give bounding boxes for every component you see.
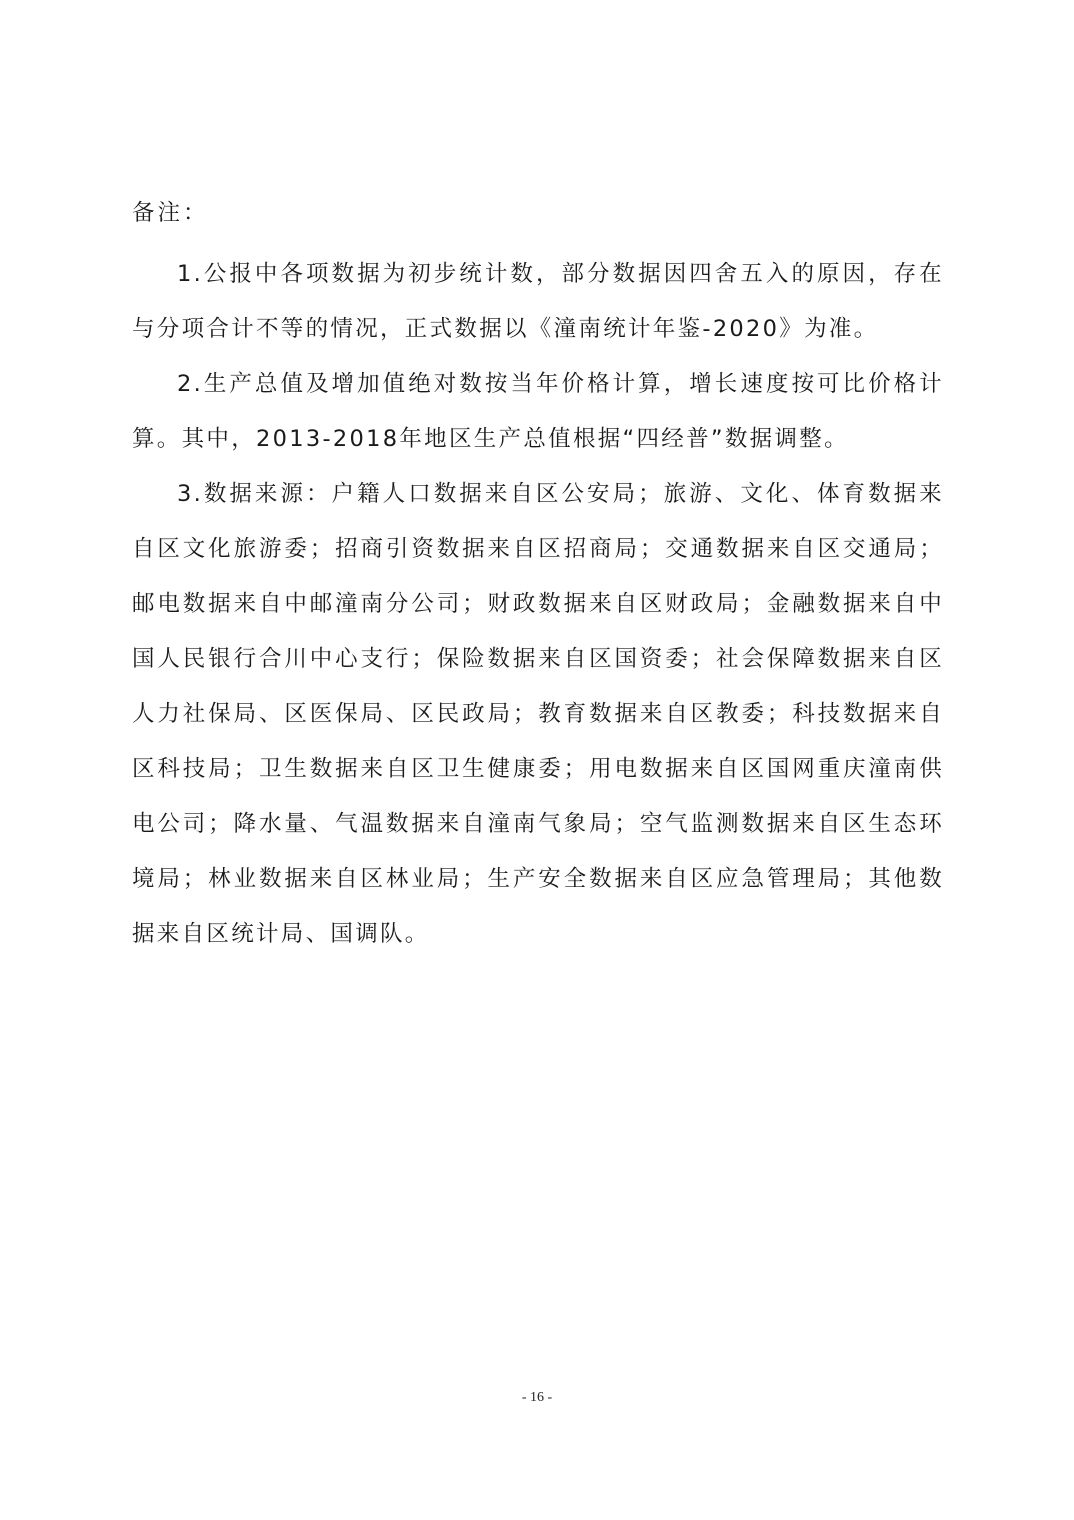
notes-heading: 备注： [132,200,209,226]
note-paragraph-1: 1.公报中各项数据为初步统计数，部分数据因四舍五入的原因，存在与分项合计不等的情况，正式数据以《潼南统计年鉴-2020》为准。 [132,261,944,342]
note-paragraph-2: 2.生产总值及增加值绝对数按当年价格计算，增长速度按可比价格计算。其中，2013-2018年地区生产总值根据“四经普”数据调整。 [132,371,944,452]
notes-section [132,193,944,962]
page-number: - 16 - [521,1390,553,1405]
note-paragraph-3: 3.数据来源：户籍人口数据来自区公安局；旅游、文化、体育数据来自区文化旅游委；招商引资数据来自区招商局；交通数据来自区交通局；邮电数据来自中邮潼南分公司；财政数据来自区财政局；金融数据来自中国人民银行合川中心支行；保险数据来自区国资委；社会保障数据来自区人力社保局、区医保局、区民政局；教育数据来自区教委；科技数据来自区科技局；卫生数据来自区卫生健康委；用电数据来自区国网重庆潼南供电公司；降水量、气温数据来自潼南气象局；空气监测数据来自区生态环境局；林业数据来自区林业局；生产安全数据来自区应急管理局；其他数据来自区统计局、国调队。 [132,481,944,947]
